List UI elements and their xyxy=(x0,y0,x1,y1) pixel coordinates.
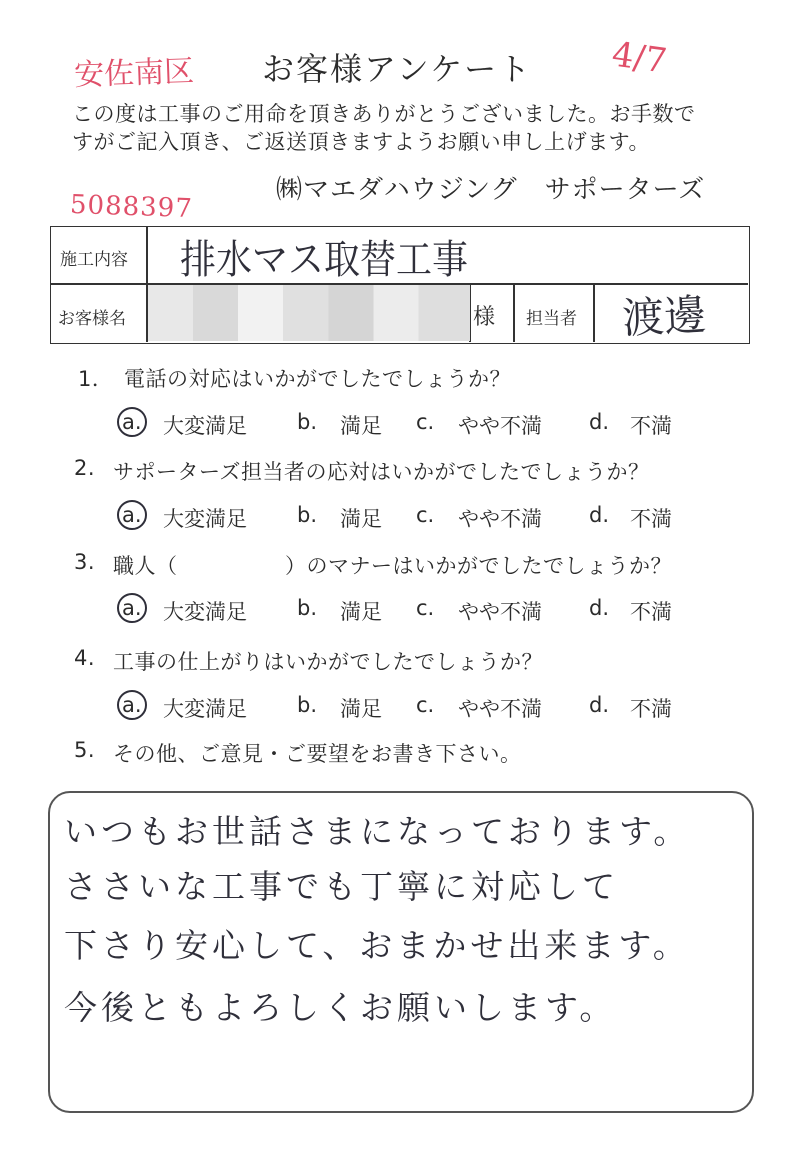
survey-title: お客様アンケート xyxy=(262,50,533,88)
question-2-text: サポーターズ担当者の応対はいかがでしたでしょうか？ xyxy=(113,460,650,484)
option-d-label[interactable]: d. xyxy=(589,596,610,620)
question-2-number: 2. xyxy=(74,456,96,480)
comment-line-2: ささいな工事でも丁寧に対応して xyxy=(64,867,619,906)
option-d-text: 不満 xyxy=(630,697,672,721)
option-c-label[interactable]: c. xyxy=(416,693,435,717)
work-value[interactable]: 排水マス取替工事 xyxy=(180,237,468,283)
comment-line-4: 今後ともよろしくお願いします。 xyxy=(64,988,617,1027)
intro-line-2: すがご記入頂き、ご返送頂きますようお願い申し上げます。 xyxy=(72,130,650,154)
question-4-number: 4. xyxy=(74,646,96,670)
table-col-divider xyxy=(593,283,595,342)
question-3-text: 職人（ ）のマナーはいかがでしたでしょうか？ xyxy=(113,554,672,578)
comment-line-1: いつもお世話さまになっております。 xyxy=(64,812,691,851)
option-c-label[interactable]: c. xyxy=(416,410,435,434)
option-c-text: やや不満 xyxy=(458,697,542,721)
option-a-text: 大変満足 xyxy=(163,414,247,438)
date-note: 4/7 xyxy=(609,34,670,82)
customer-name-label: お客様名 xyxy=(58,309,126,329)
question-1-text: 電話の対応はいかがでしたでしょうか？ xyxy=(124,367,511,391)
work-label: 施工内容 xyxy=(60,250,128,270)
option-a-label[interactable]: a. xyxy=(122,503,142,527)
question-5-number: 5. xyxy=(74,738,96,762)
option-c-label[interactable]: c. xyxy=(416,503,435,527)
option-b-label[interactable]: b. xyxy=(297,693,318,717)
staff-value[interactable]: 渡邊 xyxy=(620,289,708,344)
option-a-label[interactable]: a. xyxy=(122,410,142,434)
district-note: 安佐南区 xyxy=(73,53,195,94)
option-d-text: 不満 xyxy=(630,507,672,531)
question-3-number: 3. xyxy=(74,550,96,574)
option-b-text: 満足 xyxy=(340,600,382,624)
option-a-text: 大変満足 xyxy=(163,507,247,531)
customer-number-note: 5088397 xyxy=(69,189,194,225)
option-b-label[interactable]: b. xyxy=(297,503,318,527)
company-name: ㈱マエダハウジング サポーターズ xyxy=(276,175,706,205)
customer-name-redacted xyxy=(148,285,470,341)
option-c-label[interactable]: c. xyxy=(416,596,435,620)
option-b-text: 満足 xyxy=(340,697,382,721)
intro-line-1: この度は工事のご用命を頂きありがとうございました。お手数で xyxy=(72,102,696,126)
option-a-text: 大変満足 xyxy=(163,697,247,721)
option-a-label[interactable]: a. xyxy=(122,693,142,717)
option-b-text: 満足 xyxy=(340,414,382,438)
option-d-label[interactable]: d. xyxy=(589,503,610,527)
table-col-divider xyxy=(513,283,515,342)
option-c-text: やや不満 xyxy=(458,507,542,531)
option-d-label[interactable]: d. xyxy=(589,693,610,717)
option-d-text: 不満 xyxy=(630,414,672,438)
option-c-text: やや不満 xyxy=(458,600,542,624)
question-5-text: その他、ご意見・ご要望をお書き下さい。 xyxy=(113,742,522,766)
staff-label: 担当者 xyxy=(526,309,577,329)
option-a-text: 大変満足 xyxy=(163,600,247,624)
honorific-label: 様 xyxy=(473,305,496,330)
option-a-label[interactable]: a. xyxy=(122,596,142,620)
option-b-label[interactable]: b. xyxy=(297,596,318,620)
question-4-text: 工事の仕上がりはいかがでしたでしょうか？ xyxy=(113,650,543,674)
option-b-text: 満足 xyxy=(340,507,382,531)
option-b-label[interactable]: b. xyxy=(297,410,318,434)
option-d-label[interactable]: d. xyxy=(589,410,610,434)
question-1-number: 1． xyxy=(78,367,114,391)
option-d-text: 不満 xyxy=(630,600,672,624)
comment-line-3: 下さり安心して、おまかせ出来ます。 xyxy=(64,926,690,965)
option-c-text: やや不満 xyxy=(458,414,542,438)
